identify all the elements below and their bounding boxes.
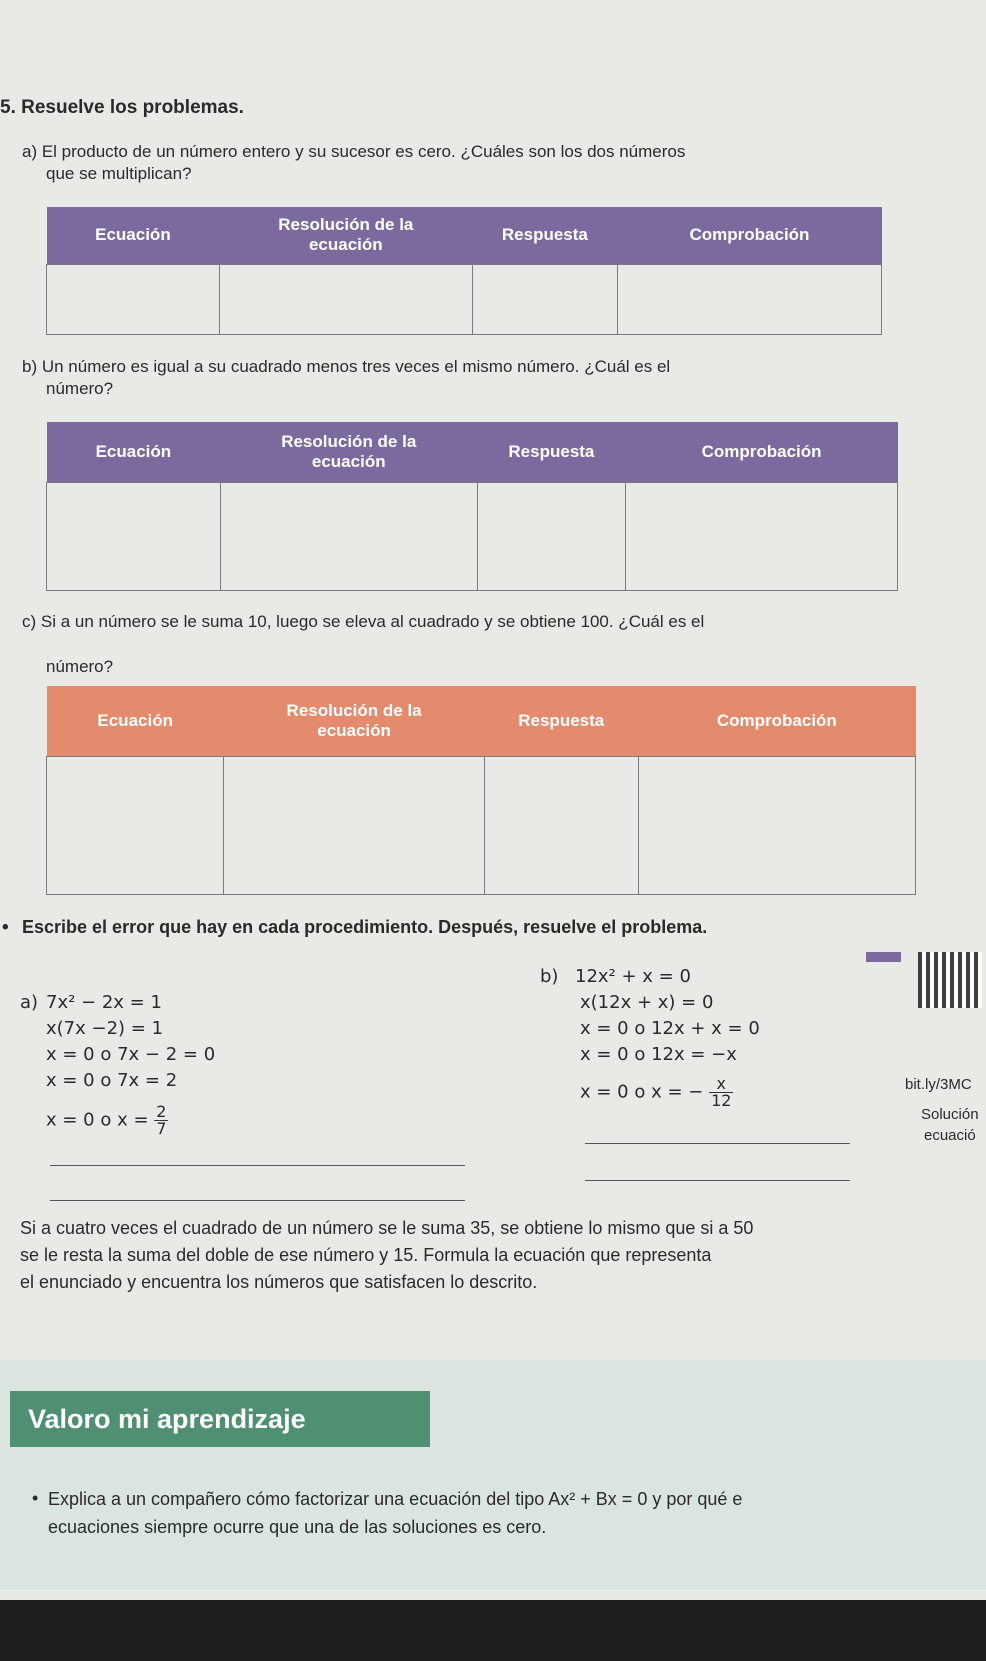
problem-a-text: a) El producto de un número entero y su sucesor es cero. ¿Cuáles son los dos números [22, 142, 686, 161]
answer-line-b2[interactable] [585, 1180, 850, 1181]
answer-line-a2[interactable] [50, 1200, 465, 1201]
cell-resolucion[interactable] [219, 264, 472, 334]
cell-comprobacion[interactable] [626, 482, 898, 590]
cell-ecuacion[interactable] [47, 756, 224, 894]
cell-comprobacion[interactable] [638, 756, 915, 894]
error-a-label: a) [20, 992, 39, 1013]
answer-line-b1[interactable] [585, 1143, 850, 1144]
bottom-shadow [0, 1600, 986, 1661]
header-ecuacion: Ecuación [47, 422, 221, 482]
valoro-line2: ecuaciones siempre ocurre que una de las soluciones es cero. [48, 1517, 547, 1537]
error-a-line5: x = 0 o x = $\frac{2}{7}$ [46, 1102, 167, 1138]
solution-label-cont: ecuació [924, 1127, 976, 1144]
header-respuesta: Respuesta [477, 422, 625, 482]
error-a-line1: 7x² − 2x = 1 [46, 992, 162, 1013]
header-respuesta: Respuesta [484, 686, 638, 756]
header-resolucion: Resolución de la ecuación [219, 207, 472, 264]
header-resolucion: Resolución de la ecuación [224, 686, 484, 756]
cell-resolucion[interactable] [224, 756, 484, 894]
answer-table-b [46, 422, 898, 591]
error-a-line2: x(7x −2) = 1 [46, 1018, 164, 1039]
header-comprobacion: Comprobación [638, 686, 915, 756]
header-comprobacion: Comprobación [617, 207, 881, 264]
problem-7-line3: el enunciado y encuentra los números que satisfacen lo descrito. [20, 1272, 538, 1292]
cell-respuesta[interactable] [477, 482, 625, 590]
header-comprobacion: Comprobación [626, 422, 898, 482]
problem-7-line1: Si a cuatro veces el cuadrado de un número se le suma 35, se obtiene lo mismo que si a 50 [20, 1218, 754, 1238]
purple-tab [866, 952, 901, 962]
valoro-line1: Explica a un compañero cómo factorizar una ecuación del tipo Ax² + Bx = 0 y por qué e [48, 1489, 743, 1509]
error-b-line2: x(12x + x) = 0 [580, 992, 714, 1013]
problem-b-text-cont: número? [46, 379, 114, 398]
answer-table-c [46, 686, 916, 895]
problem-c-text: c) Si a un número se le suma 10, luego se eleva al cuadrado y se obtiene 100. ¿Cuál es el [22, 612, 705, 631]
section6-title: Escribe el error que hay en cada procedimiento. Después, resuelve el problema. [22, 917, 708, 937]
cell-resolucion[interactable] [220, 482, 477, 590]
solution-label: Solución [921, 1106, 979, 1123]
cell-comprobacion[interactable] [617, 264, 881, 334]
error-b-line4: x = 0 o 12x = −x [580, 1044, 737, 1065]
qr-code-icon[interactable] [918, 952, 982, 1008]
valoro-title: Valoro mi aprendizaje [10, 1391, 430, 1447]
cell-respuesta[interactable] [472, 264, 617, 334]
answer-table-a [46, 207, 882, 335]
bullet-icon: • [32, 1488, 39, 1508]
header-ecuacion: Ecuación [47, 686, 224, 756]
cell-respuesta[interactable] [484, 756, 638, 894]
link-text[interactable]: bit.ly/3MC [905, 1076, 972, 1093]
error-b-line1: 12x² + x = 0 [575, 966, 691, 987]
header-resolucion: Resolución de la ecuación [220, 422, 477, 482]
error-b-line5: x = 0 o x = − $\frac{x}{12}$ [580, 1074, 732, 1110]
header-respuesta: Respuesta [472, 207, 617, 264]
error-a-line3: x = 0 o 7x − 2 = 0 [46, 1044, 216, 1065]
problem-a-text-cont: que se multiplican? [46, 164, 192, 183]
error-b-line3: x = 0 o 12x + x = 0 [580, 1018, 760, 1039]
answer-line-a1[interactable] [50, 1165, 465, 1166]
header-ecuacion: Ecuación [47, 207, 220, 264]
cell-ecuacion[interactable] [47, 482, 221, 590]
problem-7-line2: se le resta la suma del doble de ese número y 15. Formula la ecuación que representa [20, 1245, 712, 1265]
cell-ecuacion[interactable] [47, 264, 220, 334]
problem-c-text-cont: número? [46, 657, 114, 676]
error-a-line4: x = 0 o 7x = 2 [46, 1070, 178, 1091]
bullet-icon: • [2, 917, 9, 938]
section-title: 5. Resuelve los problemas. [0, 97, 244, 118]
problem-b-text: b) Un número es igual a su cuadrado menos tres veces el mismo número. ¿Cuál es el [22, 357, 671, 376]
error-b-label: b) [540, 966, 559, 987]
